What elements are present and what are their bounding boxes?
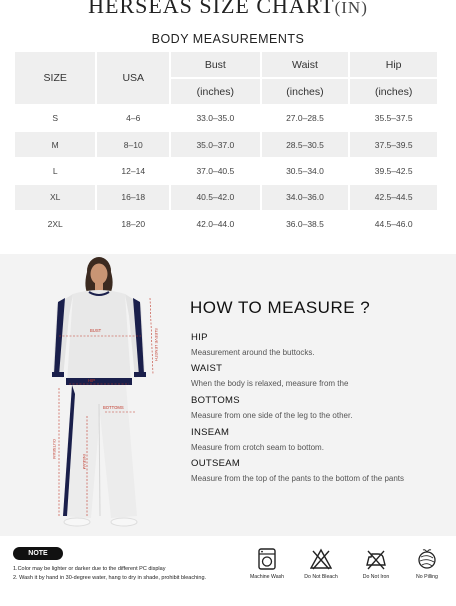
unit-waist: (inches) xyxy=(262,79,349,104)
cell-size: XL xyxy=(15,185,95,209)
inseam-label: INSEAM xyxy=(82,454,87,470)
cell-waist: 36.0–38.5 xyxy=(262,212,349,236)
col-hip: Hip xyxy=(350,52,437,77)
title-main: HERSEAS SIZE CHART xyxy=(88,0,335,18)
col-usa: USA xyxy=(97,52,169,104)
bottoms-label: BOTTOMS xyxy=(103,405,124,410)
cell-bust: 42.0–44.0 xyxy=(171,212,260,236)
table-row xyxy=(15,106,437,130)
table-heading: BODY MEASUREMENTS xyxy=(151,32,305,46)
care-do-not-bleach xyxy=(298,548,344,580)
inseam-desc: Measure from crotch seam to bottom. xyxy=(191,443,324,452)
table-row xyxy=(15,159,437,183)
no-pilling-icon xyxy=(416,548,438,570)
cell-usa: 18–20 xyxy=(97,212,169,236)
cell-size: L xyxy=(15,159,95,183)
note-badge: NOTE xyxy=(13,547,63,560)
cell-size: 2XL xyxy=(15,212,95,236)
cell-usa: 16–18 xyxy=(97,185,169,209)
sleeve-label: SLEEVE LENGTH xyxy=(154,328,159,361)
hip-heading: HIP xyxy=(191,332,208,343)
care-do-not-iron xyxy=(353,548,399,580)
outseam-desc: Measure from the top of the pants to the bottom of the pants xyxy=(191,474,405,483)
cell-hip: 37.5–39.5 xyxy=(350,132,437,156)
waist-desc: When the body is relaxed, measure from the xyxy=(191,379,349,388)
cell-hip: 42.5–44.5 xyxy=(350,185,437,209)
cell-waist: 28.5–30.5 xyxy=(262,132,349,156)
care-machine-wash xyxy=(244,548,290,580)
machine-wash-icon xyxy=(256,548,278,570)
unit-bust: (inches) xyxy=(171,79,260,104)
table-row xyxy=(15,212,437,236)
cell-bust: 37.0–40.5 xyxy=(171,159,260,183)
note-line-1: 1.Color may be lighter or darker due to the different PC display xyxy=(13,566,166,572)
do-not-bleach-icon xyxy=(310,548,332,570)
cell-waist: 27.0–28.5 xyxy=(262,106,349,130)
cell-hip: 39.5–42.5 xyxy=(350,159,437,183)
do-not-bleach-label: Do Not Bleach xyxy=(304,574,338,580)
cell-usa: 12–14 xyxy=(97,159,169,183)
model-figure xyxy=(45,254,170,536)
cell-bust: 40.5–42.0 xyxy=(171,185,260,209)
no-pilling-label: No Pilling xyxy=(416,574,438,580)
inseam-heading: INSEAM xyxy=(191,427,230,438)
col-size: SIZE xyxy=(15,52,95,104)
outseam-heading: OUTSEAM xyxy=(191,458,241,469)
do-not-iron-icon xyxy=(365,548,387,570)
machine-wash-label: Machine Wash xyxy=(249,574,285,580)
waist-heading: WAIST xyxy=(191,363,223,374)
cell-size: S xyxy=(15,106,95,130)
bottoms-heading: BOTTOMS xyxy=(191,395,240,406)
cell-usa: 4–6 xyxy=(97,106,169,130)
cell-bust: 35.0–37.0 xyxy=(171,132,260,156)
unit-hip: (inches) xyxy=(350,79,437,104)
hip-desc: Measurement around the buttocks. xyxy=(191,348,315,357)
bust-label: BUST xyxy=(90,328,102,333)
how-to-measure-title: HOW TO MEASURE ? xyxy=(190,298,371,317)
cell-size: M xyxy=(15,132,95,156)
title-unit: (IN) xyxy=(334,0,368,17)
col-bust: Bust xyxy=(171,52,260,77)
page-title xyxy=(0,0,456,19)
care-no-pilling xyxy=(404,548,450,580)
outseam-label: OUTSEAM xyxy=(52,439,57,459)
do-not-iron-label: Do Not Iron xyxy=(362,574,390,580)
note-line-2: 2. Wash it by hand in 30-degree water, hang to dry in shade, prohibit bleaching. xyxy=(13,575,207,581)
col-waist: Waist xyxy=(262,52,349,77)
cell-hip: 35.5–37.5 xyxy=(350,106,437,130)
hip-label: HIP xyxy=(88,378,95,383)
cell-hip: 44.5–46.0 xyxy=(350,212,437,236)
table-row xyxy=(15,185,437,209)
cell-bust: 33.0–35.0 xyxy=(171,106,260,130)
cell-waist: 30.5–34.0 xyxy=(262,159,349,183)
cell-usa: 8–10 xyxy=(97,132,169,156)
bottoms-desc: Measure from one side of the leg to the other. xyxy=(191,411,353,420)
table-row xyxy=(15,132,437,156)
cell-waist: 34.0–36.0 xyxy=(262,185,349,209)
size-table xyxy=(13,50,439,238)
size-table-section xyxy=(15,29,441,238)
